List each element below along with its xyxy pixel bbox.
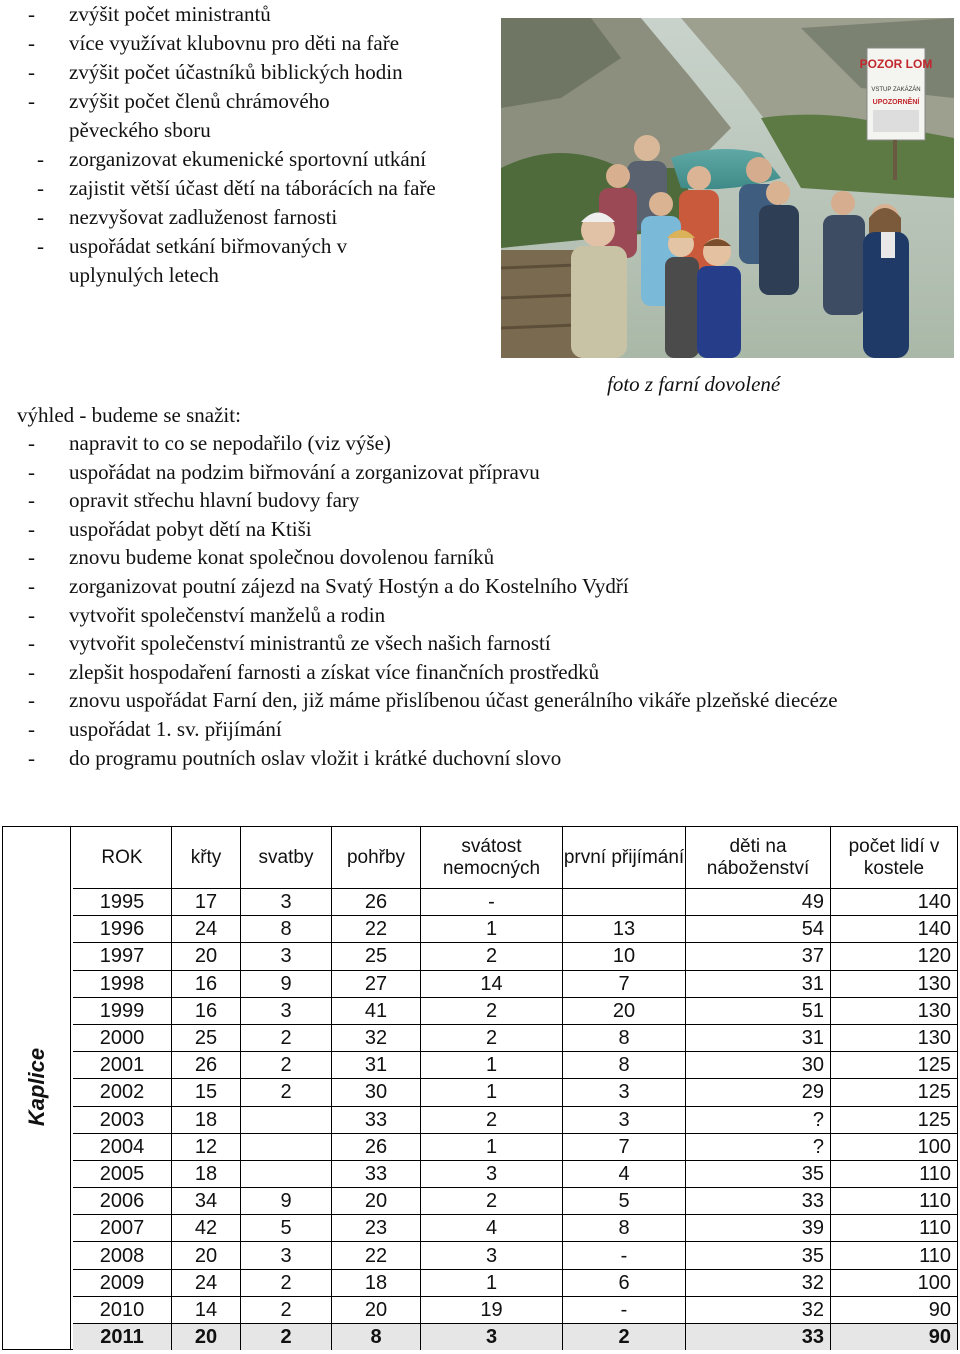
table-cell: 24	[172, 916, 241, 943]
side-label	[3, 827, 71, 1349]
group-photo	[501, 18, 954, 358]
table-cell: 10	[563, 943, 686, 970]
table-cell: 2003	[73, 1106, 172, 1133]
table-cell: -	[563, 1242, 686, 1269]
table-cell: 54	[686, 916, 831, 943]
table-cell: -	[563, 1296, 686, 1323]
table-cell: 2	[421, 997, 563, 1024]
table-cell: 2009	[73, 1269, 172, 1296]
table-row	[73, 1269, 957, 1296]
list-item: - více využívat klubovnu pro děti na faře	[28, 31, 400, 55]
table-cell: 32	[332, 1024, 421, 1051]
table-cell: 20	[332, 1188, 421, 1215]
table-cell: 20	[332, 1296, 421, 1323]
table-cell: 130	[831, 997, 958, 1024]
table-cell: 125	[831, 1052, 958, 1079]
table-row	[73, 1324, 957, 1351]
table-cell: 2	[421, 1106, 563, 1133]
table-cell: ?	[686, 1106, 831, 1133]
table-row	[73, 1215, 957, 1242]
table-cell: 15	[172, 1079, 241, 1106]
table-cell: 19	[421, 1296, 563, 1323]
list-item: - uspořádat na podzim biřmování a zorganizovat přípravu	[28, 459, 540, 484]
statistics-table	[73, 827, 957, 1350]
table-cell: 29	[686, 1079, 831, 1106]
table-cell: 26	[172, 1052, 241, 1079]
sign-subtitle: VSTUP ZAKÁZÁN	[871, 87, 921, 93]
table-cell: 16	[172, 997, 241, 1024]
table-cell: -	[421, 889, 563, 916]
table-cell: 25	[172, 1024, 241, 1051]
table-row	[73, 1160, 957, 1187]
table-cell: 41	[332, 997, 421, 1024]
col-header: první přijímání	[563, 827, 686, 889]
table-cell: 90	[831, 1296, 958, 1323]
table-cell: 2000	[73, 1024, 172, 1051]
table-row	[73, 943, 957, 970]
table-cell: 125	[831, 1079, 958, 1106]
table-cell: 20	[172, 1324, 241, 1351]
table-cell: 22	[332, 916, 421, 943]
table-cell: 3	[563, 1106, 686, 1133]
table-cell: 17	[172, 889, 241, 916]
table-cell: 100	[831, 1269, 958, 1296]
table-cell: 35	[686, 1242, 831, 1269]
table-cell: 18	[172, 1160, 241, 1187]
table-cell: 2	[421, 943, 563, 970]
list-item: - uspořádat pobyt dětí na Ktiši	[28, 516, 312, 541]
table-row	[73, 1052, 957, 1079]
table-cell: 20	[172, 1242, 241, 1269]
table-cell: 3	[241, 997, 332, 1024]
table-cell: 39	[686, 1215, 831, 1242]
table-cell: 9	[241, 1188, 332, 1215]
table-cell: 110	[831, 1215, 958, 1242]
table-cell: 31	[686, 1024, 831, 1051]
table-cell: 12	[172, 1133, 241, 1160]
table-cell: 16	[172, 970, 241, 997]
col-header: počet lidí v kostele	[831, 827, 958, 889]
table-row	[73, 970, 957, 997]
table-cell: 33	[332, 1106, 421, 1133]
table-cell: 3	[421, 1160, 563, 1187]
table-cell: 1999	[73, 997, 172, 1024]
table-cell: 33	[686, 1188, 831, 1215]
table-cell: 130	[831, 970, 958, 997]
table-cell: 4	[563, 1160, 686, 1187]
table-cell: 7	[563, 970, 686, 997]
table-cell: 130	[831, 1024, 958, 1051]
outlook-heading: výhled - budeme se snažit:	[17, 403, 241, 427]
table-cell: 14	[421, 970, 563, 997]
sign-title: POZOR LOM	[859, 57, 933, 71]
table-cell: 8	[241, 916, 332, 943]
table-cell: 110	[831, 1242, 958, 1269]
col-header: děti na náboženství	[686, 827, 831, 889]
table-cell: 2	[241, 1269, 332, 1296]
table-cell: 20	[172, 943, 241, 970]
list-item: - vytvořit společenství manželů a rodin	[28, 602, 386, 627]
table-cell: 3	[241, 889, 332, 916]
table-cell: 100	[831, 1133, 958, 1160]
table-cell: 3	[241, 943, 332, 970]
table-cell: 2	[421, 1188, 563, 1215]
list-item: - napravit to co se nepodařilo (viz výše)	[28, 431, 391, 455]
table-cell: 2	[241, 1024, 332, 1051]
table-row	[73, 1106, 957, 1133]
table-cell: 110	[831, 1160, 958, 1187]
photo-caption: foto z farní dovolené	[607, 372, 781, 396]
table-cell: 1	[421, 1079, 563, 1106]
table-cell: 2	[241, 1079, 332, 1106]
list-item: - opravit střechu hlavní budovy fary	[28, 488, 360, 513]
table-row	[73, 997, 957, 1024]
table-cell: 125	[831, 1106, 958, 1133]
table-cell: 1	[421, 1269, 563, 1296]
table-cell: 26	[332, 1133, 421, 1160]
table-cell: 7	[563, 1133, 686, 1160]
table-cell: 31	[332, 1052, 421, 1079]
table-cell: 27	[332, 970, 421, 997]
list-item: - zorganizovat ekumenické sportovní utkání	[37, 147, 427, 171]
table-cell: 5	[241, 1215, 332, 1242]
table-row	[73, 1188, 957, 1215]
table-cell: 120	[831, 943, 958, 970]
list-item: - zorganizovat poutní zájezd na Svatý Hostýn a do Kostelního Vydří	[28, 573, 629, 598]
table-cell: 1998	[73, 970, 172, 997]
col-header: pohřby	[332, 827, 421, 889]
table-cell: 32	[686, 1269, 831, 1296]
table-cell: 31	[686, 970, 831, 997]
table-cell	[563, 889, 686, 916]
table-cell	[241, 1160, 332, 1187]
table-cell: 3	[563, 1079, 686, 1106]
list-item: - zajistit větší účast dětí na táborácích na faře	[37, 176, 436, 200]
table-cell: 6	[563, 1269, 686, 1296]
table-row	[73, 1242, 957, 1269]
table-cell: 42	[172, 1215, 241, 1242]
table-body	[73, 889, 957, 1351]
table-cell: 1	[421, 1133, 563, 1160]
table-row	[73, 1133, 957, 1160]
table-cell: 140	[831, 916, 958, 943]
list-item: - znovu budeme konat společnou dovolenou farníků	[28, 545, 495, 570]
table-cell: 8	[563, 1052, 686, 1079]
table-cell: 90	[831, 1324, 958, 1351]
table-cell: 2008	[73, 1242, 172, 1269]
table-cell: 1995	[73, 889, 172, 916]
table-cell: 30	[686, 1052, 831, 1079]
table-cell: 51	[686, 997, 831, 1024]
table-cell: 14	[172, 1296, 241, 1323]
col-header: svatby	[241, 827, 332, 889]
table-cell: 2004	[73, 1133, 172, 1160]
table-cell: 8	[563, 1215, 686, 1242]
list-item: - zvýšit počet členů chrámového pěveckého sboru	[28, 89, 330, 142]
table-cell: 1996	[73, 916, 172, 943]
table-cell: 2	[241, 1296, 332, 1323]
table-cell: 23	[332, 1215, 421, 1242]
table-row	[73, 1024, 957, 1051]
table-cell: 1	[421, 916, 563, 943]
table-cell: 3	[421, 1324, 563, 1351]
col-header: ROK	[73, 827, 172, 889]
list-item: - uspořádat 1. sv. přijímání	[28, 716, 282, 741]
table-row	[73, 1296, 957, 1323]
table-cell: 25	[332, 943, 421, 970]
table-cell: 5	[563, 1188, 686, 1215]
table-cell: 1	[421, 1052, 563, 1079]
table-cell: 2	[241, 1324, 332, 1351]
table-cell: 30	[332, 1079, 421, 1106]
table-cell: 140	[831, 889, 958, 916]
list-item: - zlepšit hospodaření farnosti a získat více finančních prostředků	[28, 659, 600, 684]
table-cell: 20	[563, 997, 686, 1024]
table-cell: 2011	[73, 1324, 172, 1351]
table-row	[73, 916, 957, 943]
table-cell: 1997	[73, 943, 172, 970]
table-cell: ?	[686, 1133, 831, 1160]
table-cell: 2	[241, 1052, 332, 1079]
table-cell	[241, 1133, 332, 1160]
sign-note: UPOZORNĚNÍ	[872, 99, 920, 106]
table-cell: 24	[172, 1269, 241, 1296]
table-cell: 4	[421, 1215, 563, 1242]
table-cell: 37	[686, 943, 831, 970]
table-cell: 22	[332, 1242, 421, 1269]
goals-list	[28, 0, 488, 290]
list-item: - nezvyšovat zadluženost farnosti	[37, 205, 338, 229]
list-item: - vytvořit společenství ministrantů ze všech našich farností	[28, 631, 551, 656]
table-cell: 33	[332, 1160, 421, 1187]
table-cell: 3	[421, 1242, 563, 1269]
table-row	[73, 889, 957, 916]
table-row	[73, 1079, 957, 1106]
table-header-row	[73, 827, 957, 889]
col-header: svátost nemocných	[421, 827, 563, 889]
list-item: - uspořádat setkání biřmovaných v uplynulých letech	[37, 234, 348, 287]
table-cell: 2010	[73, 1296, 172, 1323]
table-cell: 2001	[73, 1052, 172, 1079]
table-cell: 2007	[73, 1215, 172, 1242]
table-cell: 49	[686, 889, 831, 916]
table-cell: 32	[686, 1296, 831, 1323]
table-cell: 26	[332, 889, 421, 916]
list-item: - zvýšit počet ministrantů	[28, 2, 271, 26]
table-cell: 3	[241, 1242, 332, 1269]
table-cell: 13	[563, 916, 686, 943]
group-photo-illustration	[501, 18, 954, 358]
table-cell: 110	[831, 1188, 958, 1215]
table-cell: 8	[563, 1024, 686, 1051]
outlook-list	[28, 429, 928, 772]
table-cell: 9	[241, 970, 332, 997]
table-cell: 35	[686, 1160, 831, 1187]
table-cell: 2	[563, 1324, 686, 1351]
list-item: - znovu uspořádat Farní den, již máme přislíbenou účast generálního vikáře plzeňské diecéze	[28, 688, 838, 713]
col-header: křty	[172, 827, 241, 889]
table-cell: 2006	[73, 1188, 172, 1215]
table-cell: 2	[421, 1024, 563, 1051]
list-item: - do programu poutních oslav vložit i krátké duchovní slovo	[28, 745, 562, 770]
parish-name: Kaplice	[24, 1047, 49, 1127]
table-cell: 34	[172, 1188, 241, 1215]
statistics-table-box	[2, 826, 958, 1350]
table-cell: 18	[332, 1269, 421, 1296]
table-cell: 2005	[73, 1160, 172, 1187]
table-cell: 8	[332, 1324, 421, 1351]
table-cell: 33	[686, 1324, 831, 1351]
list-item: - zvýšit počet účastníků biblických hodin	[28, 60, 403, 84]
table-cell	[241, 1106, 332, 1133]
table-cell: 18	[172, 1106, 241, 1133]
table-cell: 2002	[73, 1079, 172, 1106]
